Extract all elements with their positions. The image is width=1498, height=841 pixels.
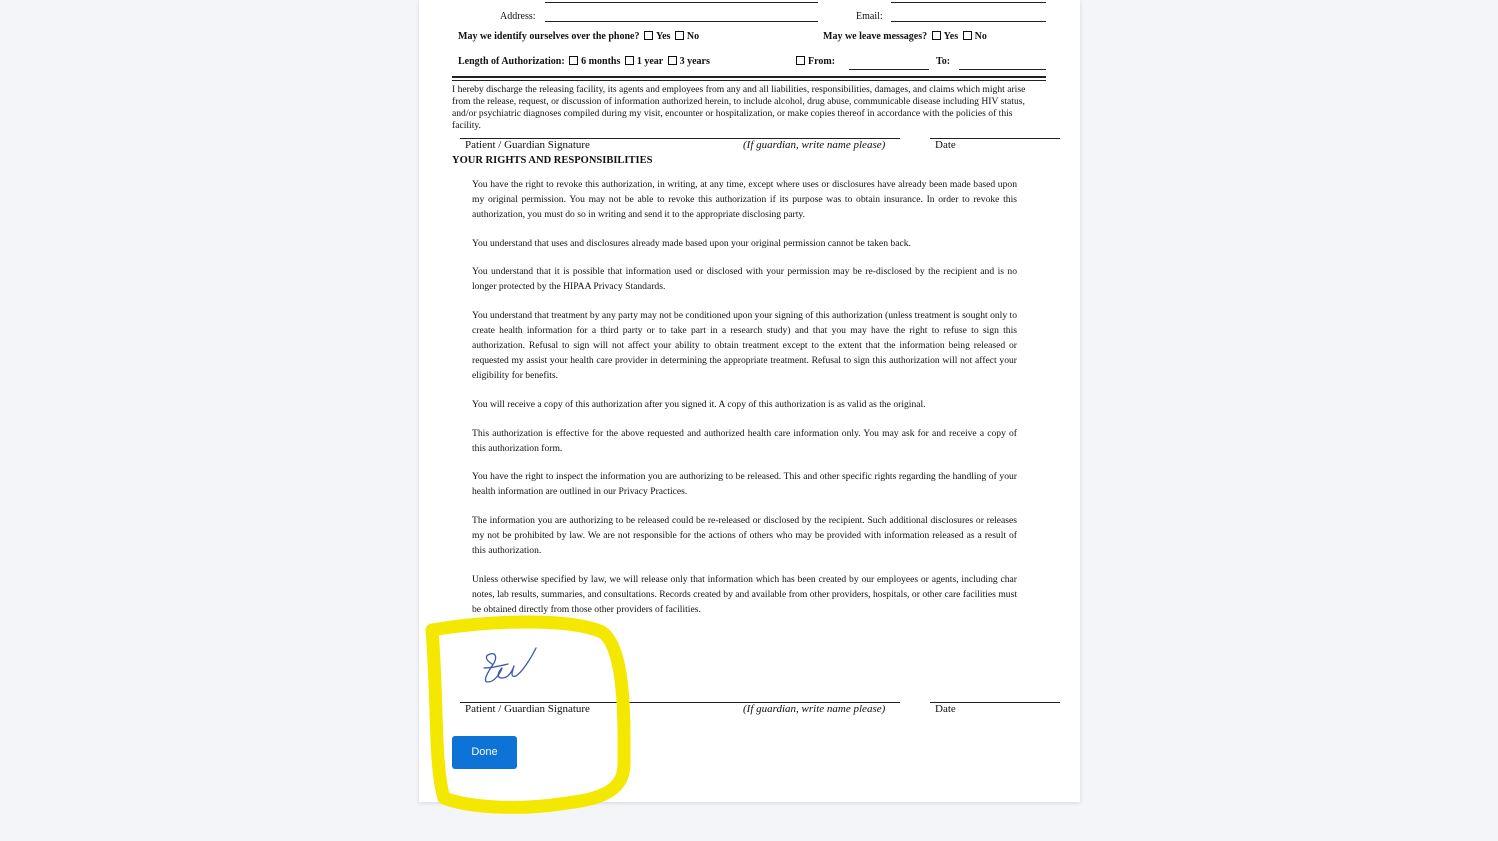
rights-paragraph: You understand that it is possible that information used or disclosed with your permission may be re-disclosed by the recipient and is no longer protected by the HIPAA Privacy Standards. <box>472 266 1017 292</box>
messages-question-row <box>823 31 987 42</box>
messages-no-checkbox[interactable] <box>963 31 972 40</box>
one-year-checkbox[interactable] <box>625 56 634 65</box>
three-years-label: 3 years <box>679 56 710 67</box>
guardian-note-top: (If guardian, write name please) <box>743 139 886 151</box>
divider-rule <box>452 76 1046 78</box>
three-years-checkbox[interactable] <box>668 56 677 65</box>
length-label: Length of Authorization: <box>458 56 565 67</box>
rights-paragraph: You have the right to revoke this authorization, in writing, at any time, except where uses or disclosures have already been made based upon my original permission. You may not be able to revoke this authorization if its purpose was to obtain insurance. In order to revoke this authorization, you must do so in writing and send it to the appropriate disclosing party. <box>472 179 1017 220</box>
divider-rule-thin <box>452 80 1046 81</box>
to-label: To: <box>936 56 951 67</box>
rights-paragraph: You will receive a copy of this authorization after you signed it. A copy of this authorization is as valid as the original. <box>472 399 926 410</box>
handwritten-signature <box>478 642 540 688</box>
cell-field-line <box>891 2 1046 3</box>
identify-no-checkbox[interactable] <box>675 31 684 40</box>
done-button[interactable]: Done <box>452 736 517 769</box>
guardian-note-bottom: (If guardian, write name please) <box>743 703 886 715</box>
date-label-bottom: Date <box>935 703 956 715</box>
six-months-checkbox[interactable] <box>569 56 578 65</box>
identify-yes-checkbox[interactable] <box>644 31 653 40</box>
messages-yes-label: Yes <box>943 31 959 42</box>
from-label: From: <box>808 56 836 67</box>
rights-paragraph: This authorization is effective for the above requested and authorized health care information only. You may ask for and receive a copy of this authorization form. <box>472 428 1017 454</box>
rights-heading: YOUR RIGHTS AND RESPONSIBILITIES <box>452 155 653 166</box>
rights-paragraph: The information you are authorizing to be released could be re-released or disclosed by the recipient. Such additional disclosures or releases my not be prohibited by law. We are not responsible for the actions of others who may be provided with information released as a result of this authorization. <box>472 515 1017 556</box>
rights-paragraph: You understand that uses and disclosures already made based upon your original permission cannot be taken back. <box>472 238 911 249</box>
discharge-statement: I hereby discharge the releasing facility, its agents and employees from any and all liabilities, responsibilities, damages, and claims which might arise from the release, request, or discussion of information authorized herein, to include alcohol, drug abuse, communicable disease including HIV status, and/or psychiatric diagnoses compiled during my visit, encounter or hospitalization, or make copies thereof in accordance with the policies of this facility. <box>452 84 1026 131</box>
identify-question-row <box>458 31 699 42</box>
rights-paragraph: You have the right to inspect the information you are authorizing to be released. This and other specific rights regarding the handling of your health information are outlined in our Privacy Practices. <box>472 471 1017 497</box>
signature-label-bottom: Patient / Guardian Signature <box>465 703 590 715</box>
length-row <box>458 56 710 67</box>
identify-question: May we identify ourselves over the phone? <box>458 31 640 42</box>
email-field[interactable] <box>891 21 1046 22</box>
phone-field-line <box>545 2 818 3</box>
messages-no-label: No <box>974 31 987 42</box>
messages-question: May we leave messages? <box>823 31 928 42</box>
address-field[interactable] <box>545 21 818 22</box>
from-checkbox[interactable] <box>796 56 805 65</box>
address-label: Address: <box>500 11 536 22</box>
from-row <box>794 56 835 67</box>
rights-paragraph: You understand that treatment by any party may not be conditioned upon your signing of this authorization (unless treatment is sought only to create health information for a third party or to take part in a research study) and that you may have the right to refuse to sign this authorization. Refusal to sign will not affect your ability to obtain treatment except to the extent that the information being released or requested my assist your health care provider in determining the appropriate treatment. Refusal to sign this authorization will not affect your eligibility for benefits. <box>472 310 1017 381</box>
one-year-label: 1 year <box>636 56 664 67</box>
identify-no-label: No <box>686 31 700 42</box>
six-months-label: 6 months <box>581 56 621 67</box>
date-label-top: Date <box>935 139 956 151</box>
from-field[interactable] <box>849 69 929 70</box>
to-field[interactable] <box>959 69 1046 70</box>
email-label: Email: <box>856 11 883 22</box>
identify-yes-label: Yes <box>655 31 671 42</box>
rights-paragraph: Unless otherwise specified by law, we will release only that information which has been created by our employees or agents, including char notes, lab results, summaries, and consultations. Records created by and available from other providers, hospitals, or other care facilities must be obtained directly from those other providers of facilities. <box>472 574 1017 615</box>
signature-label-top: Patient / Guardian Signature <box>465 139 590 151</box>
messages-yes-checkbox[interactable] <box>932 31 941 40</box>
